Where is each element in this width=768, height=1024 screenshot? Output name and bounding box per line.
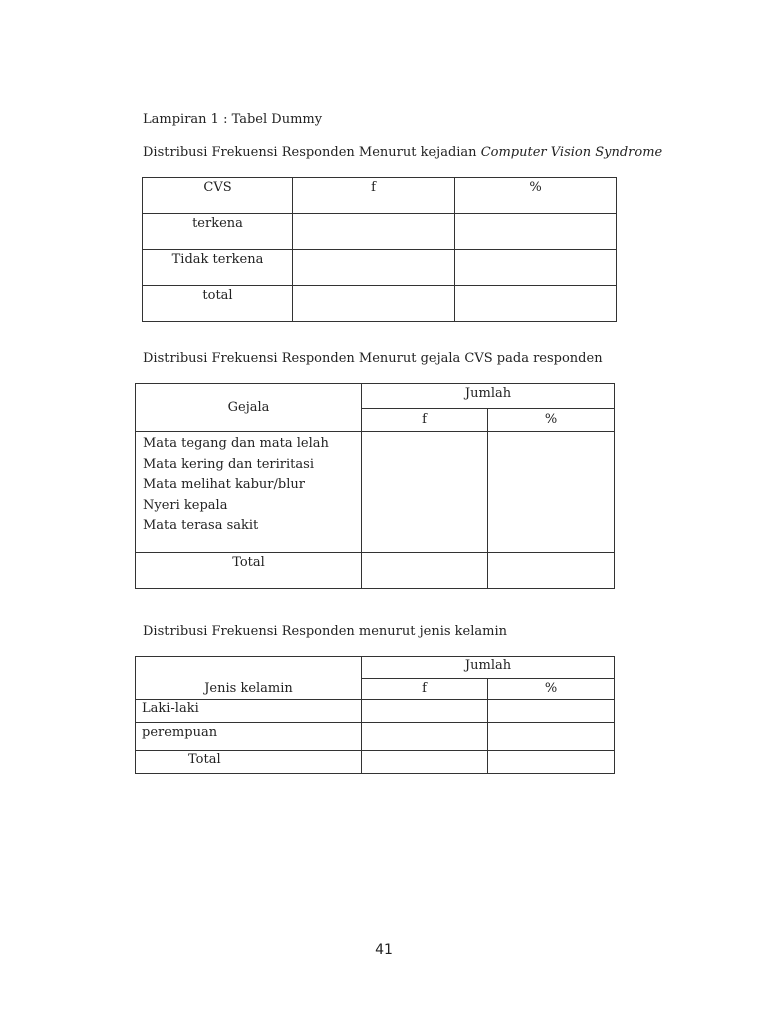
header-percent: %: [488, 679, 615, 700]
table-row: [136, 553, 615, 589]
header-jumlah: Jumlah: [362, 384, 615, 409]
cell-empty: [362, 553, 488, 589]
gender-frequency-table: [135, 656, 615, 774]
cell-empty: [488, 553, 615, 589]
table-row: [136, 723, 615, 751]
header-percent: %: [488, 409, 615, 432]
header-f: f: [362, 409, 488, 432]
cell-empty: [455, 214, 617, 250]
list-item: Mata terasa sakit: [143, 518, 259, 533]
table-row: [143, 250, 617, 286]
table-header-row: [136, 384, 615, 409]
table1-caption-plain: Distribusi Frekuensi Responden Menurut kejadian: [143, 145, 481, 160]
table-row: [136, 700, 615, 723]
list-item: Nyeri kepala: [143, 497, 228, 513]
table-header-row: [143, 178, 617, 214]
row-label-total: Total: [136, 553, 362, 589]
header-f: f: [293, 178, 455, 214]
row-label-perempuan: perempuan: [136, 723, 362, 751]
table-header-row: [136, 657, 615, 679]
cvs-frequency-table: [142, 177, 617, 322]
table-row: [143, 214, 617, 250]
table1-caption: [143, 145, 662, 161]
cell-empty: [362, 432, 488, 553]
cell-empty: [455, 286, 617, 322]
cell-empty: [293, 250, 455, 286]
cell-empty: [362, 700, 488, 723]
cell-empty: [488, 432, 615, 553]
table-row: [136, 751, 615, 774]
cell-empty: [362, 723, 488, 751]
cell-empty: [455, 250, 617, 286]
row-label-total: total: [143, 286, 293, 322]
row-label-laki-laki: Laki-laki: [136, 700, 362, 723]
row-label-terkena: terkena: [143, 214, 293, 250]
symptom-frequency-table: [135, 383, 615, 589]
page-number: 41: [375, 942, 393, 958]
table-row: [143, 286, 617, 322]
cell-empty: [362, 751, 488, 774]
appendix-title: Lampiran 1 : Tabel Dummy: [143, 112, 323, 127]
list-item: Mata melihat kabur/blur: [143, 477, 305, 492]
header-percent: %: [455, 178, 617, 214]
header-jumlah: Jumlah: [362, 657, 615, 679]
symptom-list: [136, 432, 362, 553]
table1-caption-italic: Computer Vision Syndrome: [480, 145, 663, 160]
cell-empty: [488, 723, 615, 751]
list-item: Mata tegang dan mata lelah: [143, 436, 329, 451]
list-item: Mata kering dan teriritasi: [143, 456, 314, 472]
table-row: [136, 432, 615, 553]
row-label-total: Total: [136, 751, 362, 774]
table3-caption: Distribusi Frekuensi Responden menurut jenis kelamin: [143, 624, 508, 639]
row-label-tidak-terkena: Tidak terkena: [143, 250, 293, 286]
header-gejala: Gejala: [136, 384, 362, 432]
cell-empty: [293, 214, 455, 250]
cell-empty: [488, 700, 615, 723]
table2-caption: Distribusi Frekuensi Responden Menurut gejala CVS pada responden: [143, 351, 603, 366]
cell-empty: [293, 286, 455, 322]
header-f: f: [362, 679, 488, 700]
cell-empty: [488, 751, 615, 774]
header-jenis-kelamin: Jenis kelamin: [136, 657, 362, 700]
header-cvs: CVS: [143, 178, 293, 214]
